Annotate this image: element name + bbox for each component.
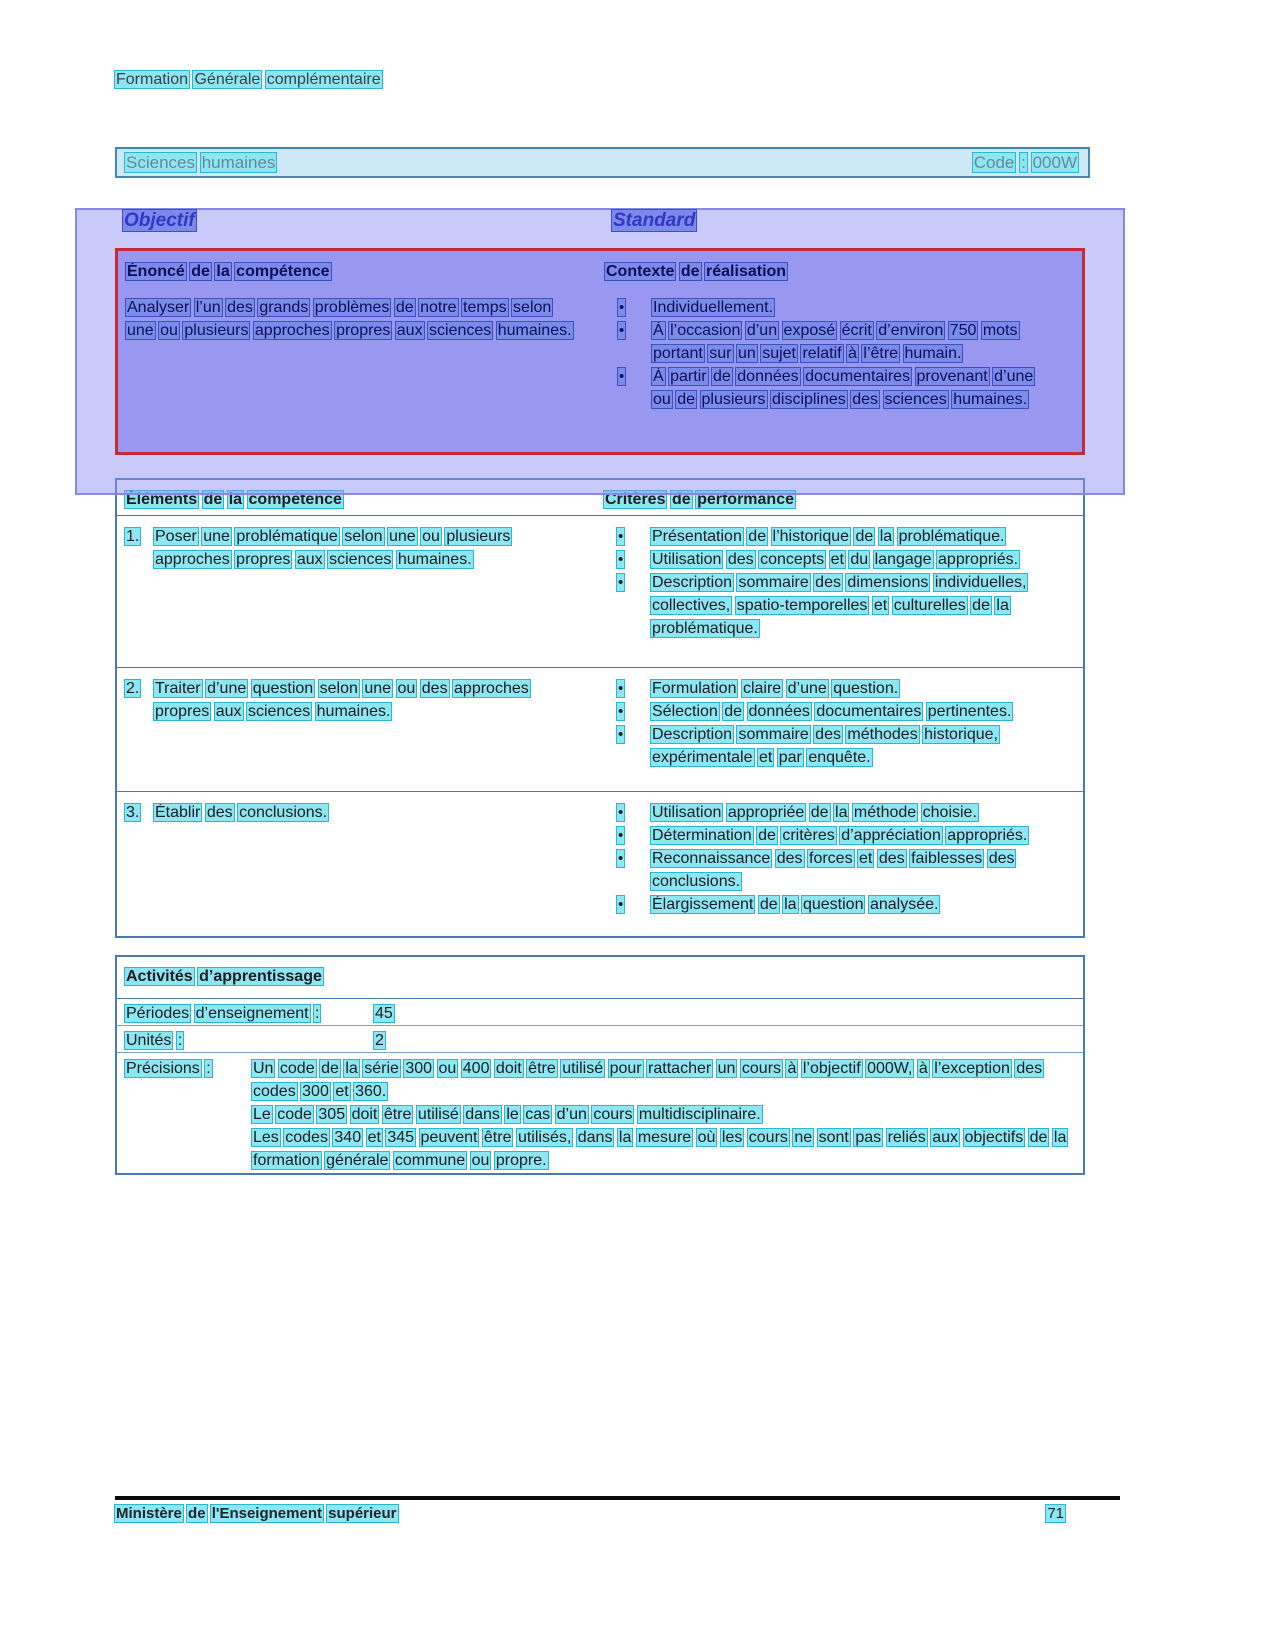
critere-text: Présentation de l’historique de la problématique. [652,528,1005,545]
element-row-3 [117,792,1083,938]
element-row-2 [117,668,1083,792]
criteres-header: Critères de performance [605,491,794,508]
criteres-list [604,677,1083,791]
element-cell [117,677,604,791]
critere-text: Formulation claire d’une question. [652,680,899,697]
contexte-item [605,296,1054,319]
element-number: 3. [126,804,140,821]
document-category-note: Formation Générale complémentaire [116,71,381,88]
elements-table-header [117,480,1083,516]
bullet-icon: • [619,299,625,316]
bullet-icon: • [618,827,624,844]
critere-item [604,677,1071,700]
bullet-icon: • [618,896,624,913]
precisions-line: Le code 305 doit être utilisé dans le cas d’un cours multidisciplinaire. [253,1106,761,1123]
course-title: Sciences humaines [126,153,276,172]
contexte-item-text: À l’occasion d’un exposé écrit d’environ 750 mots portant sur un sujet relatif à l’être humain. [653,322,1018,362]
bullet-icon: • [618,551,624,568]
standard-heading: Standard [613,210,696,231]
periodes-value: 45 [375,1005,393,1022]
footer-rule [115,1496,1120,1500]
elements-table [115,478,1085,938]
contexte-item [605,319,1054,365]
bullet-icon: • [618,850,624,867]
bullet-icon: • [618,528,624,545]
element-text: Traiter d’une question selon une ou des approches propres aux sciences humaines. [155,680,529,720]
critere-item [604,571,1071,640]
unites-value: 2 [375,1032,384,1049]
bullet-icon: • [619,368,625,385]
unites-row [117,1026,1083,1053]
activities-box [115,955,1085,1175]
critere-text: Description sommaire des méthodes historique, expérimentale et par enquête. [652,726,998,766]
critere-item [604,847,1071,893]
critere-text: Utilisation des concepts et du langage appropriés. [652,551,1019,568]
criteres-list [604,525,1083,667]
element-text: Poser une problématique selon une ou plusieurs approches propres aux sciences humaines. [155,528,511,568]
critere-item [604,723,1071,769]
critere-item [604,801,1071,824]
periodes-label: Périodes d’enseignement : [126,1005,320,1022]
footer-page-number: 71 [1047,1505,1064,1522]
critere-item [604,824,1071,847]
contexte-item-text: Individuellement. [653,299,774,316]
competence-table-header [118,260,1082,283]
competence-table [115,248,1085,455]
critere-item [604,548,1071,571]
activities-title: Activités d’apprentissage [117,957,1083,999]
bullet-icon: • [618,804,624,821]
course-banner [115,147,1090,178]
elements-header: Éléments de la compétence [126,491,342,508]
unites-label: Unités : [126,1032,183,1049]
critere-text: Détermination de critères d’appréciation appropriés. [652,827,1028,844]
enonce-header: Énoncé de la compétence [127,263,330,280]
critere-text: Reconnaissance des forces et des faiblesses des conclusions. [652,850,1015,890]
critere-item [604,700,1071,723]
element-text: Établir des conclusions. [155,804,328,821]
section-headers [0,209,1275,239]
footer-ministry: Ministère de l'Enseignement supérieur [116,1505,397,1522]
bullet-icon: • [618,680,624,697]
periodes-row [117,999,1083,1026]
precisions-label: Précisions : [126,1060,211,1077]
element-row-1 [117,516,1083,668]
critere-text: Sélection de données documentaires pertinentes. [652,703,1012,720]
precisions-line: Les codes 340 et 345 peuvent être utilisés, dans la mesure où les cours ne sont pas reliés aux objectifs de la formation générale commune ou propre. [253,1129,1067,1169]
criteres-list [604,801,1083,938]
critere-text: Utilisation appropriée de la méthode choisie. [652,804,977,821]
element-cell [117,801,604,938]
objectif-heading: Objectif [124,210,195,231]
element-number: 1. [126,528,140,545]
critere-item [604,893,1071,916]
footer [115,1502,1120,1525]
course-code: Code : 000W [973,153,1077,172]
precisions-row [117,1053,1083,1172]
precisions-text [252,1057,1071,1172]
contexte-list [605,296,1082,411]
bullet-icon: • [618,726,624,743]
bullet-icon: • [618,703,624,720]
bullet-icon: • [618,574,624,591]
precisions-line: Un code de la série 300 ou 400 doit être utilisé pour rattacher un cours à l’objectif 000W, à l’exception des codes 300 et 360. [253,1060,1043,1100]
bullet-icon: • [619,322,625,339]
competence-table-body [118,296,1082,411]
element-number: 2. [126,680,140,697]
critere-item [604,525,1071,548]
critere-text: Élargissement de la question analysée. [652,896,939,913]
contexte-item [605,365,1054,411]
contexte-item-text: À partir de données documentaires provenant d’une ou de plusieurs disciplines des sciences humaines. [653,368,1034,408]
enonce-text: Analyser l’un des grands problèmes de notre temps selon une ou plusieurs approches propres aux sciences humaines. [127,299,572,339]
contexte-header: Contexte de réalisation [606,263,787,280]
element-cell [117,525,604,667]
critere-text: Description sommaire des dimensions individuelles, collectives, spatio-temporelles et culturelles de la problématique. [652,574,1027,637]
